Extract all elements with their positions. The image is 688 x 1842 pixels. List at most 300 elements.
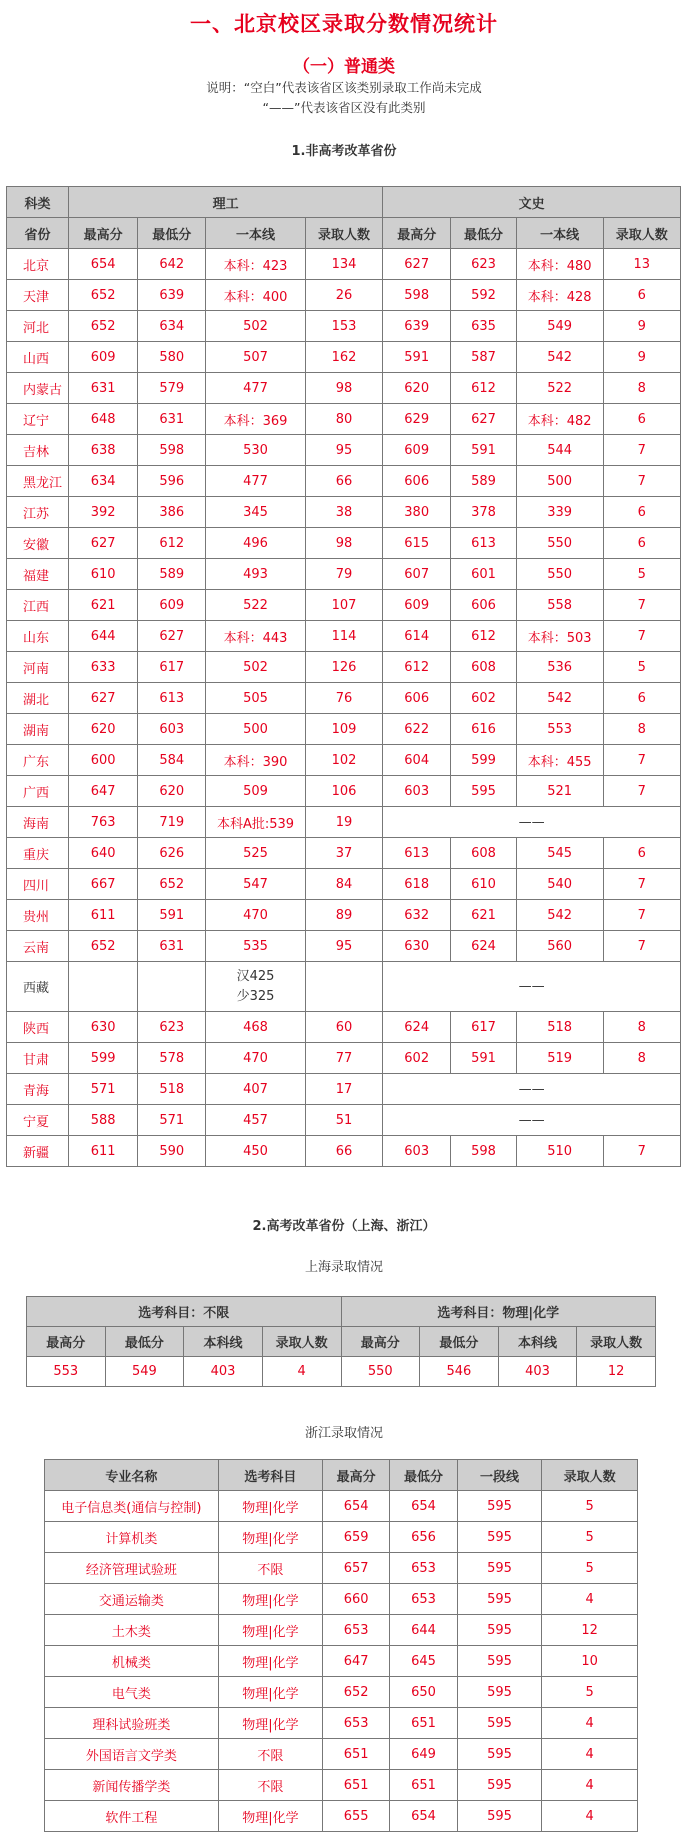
table-row [7, 404, 681, 435]
line-cell: 493 [206, 559, 306, 590]
line-cell: 本科：423 [206, 249, 306, 280]
header-min: 最低分 [451, 218, 517, 249]
count-cell: 7 [603, 900, 680, 931]
count-cell: 12 [542, 1615, 638, 1646]
score-cell: 621 [69, 590, 138, 621]
header-row-2 [27, 1327, 656, 1357]
empty-cell [69, 962, 138, 1012]
table-row [45, 1491, 638, 1522]
score-cell: 654 [390, 1491, 457, 1522]
line-cell: 540 [516, 869, 603, 900]
line-cell: 510 [516, 1136, 603, 1167]
line-cell: 468 [206, 1012, 306, 1043]
score-cell: 639 [138, 280, 206, 311]
count-cell: 95 [305, 435, 382, 466]
count-cell: 7 [603, 776, 680, 807]
score-cell: 621 [451, 900, 517, 931]
province-cell: 江苏 [7, 497, 69, 528]
header-row-1 [27, 1297, 656, 1327]
value-cell: 549 [105, 1357, 184, 1387]
count-cell: 98 [305, 528, 382, 559]
score-cell: 589 [138, 559, 206, 590]
table-row [7, 528, 681, 559]
line-cell: 521 [516, 776, 603, 807]
major-cell: 经济管理试验班 [45, 1553, 219, 1584]
table-row [7, 435, 681, 466]
score-cell: 592 [451, 280, 517, 311]
count-cell: 17 [305, 1074, 382, 1105]
score-cell: 638 [69, 435, 138, 466]
header-line: 一本线 [516, 218, 603, 249]
table-row [7, 838, 681, 869]
table-row [45, 1553, 638, 1584]
subject-cell: 不限 [218, 1739, 322, 1770]
count-cell: 7 [603, 931, 680, 962]
count-cell: 134 [305, 249, 382, 280]
header-shengfen: 省份 [7, 218, 69, 249]
table-row [7, 249, 681, 280]
count-cell: 5 [542, 1553, 638, 1584]
major-cell: 机械类 [45, 1646, 219, 1677]
score-cell: 595 [451, 776, 517, 807]
count-cell: 6 [603, 497, 680, 528]
table-row [7, 1136, 681, 1167]
table-row [7, 807, 681, 838]
count-cell: 106 [305, 776, 382, 807]
count-cell: 79 [305, 559, 382, 590]
score-cell: 624 [451, 931, 517, 962]
score-cell: 601 [451, 559, 517, 590]
score-cell: 648 [69, 404, 138, 435]
province-cell: 河北 [7, 311, 69, 342]
subject-cell: 物理|化学 [218, 1522, 322, 1553]
major-cell: 外国语言文学类 [45, 1739, 219, 1770]
score-cell: 633 [69, 652, 138, 683]
score-cell: 378 [451, 497, 517, 528]
line-cell: 450 [206, 1136, 306, 1167]
line-cell: 595 [457, 1553, 542, 1584]
line-shao: 少325 [236, 988, 275, 1004]
line-cell: 本科：428 [516, 280, 603, 311]
non-reform-table [6, 186, 681, 1167]
subject-cell: 物理|化学 [218, 1491, 322, 1522]
table-row [7, 652, 681, 683]
table-row [7, 931, 681, 962]
subject-cell: 不限 [218, 1553, 322, 1584]
count-cell: 84 [305, 869, 382, 900]
section1-heading: 1.非高考改革省份 [291, 144, 397, 159]
province-cell: 河南 [7, 652, 69, 683]
line-cell [206, 962, 306, 1012]
count-cell: 66 [305, 466, 382, 497]
score-cell: 630 [383, 931, 451, 962]
score-cell: 611 [69, 1136, 138, 1167]
score-cell: 598 [138, 435, 206, 466]
count-cell: 5 [542, 1491, 638, 1522]
line-cell: 本科：482 [516, 404, 603, 435]
table-row [7, 342, 681, 373]
province-cell: 海南 [7, 807, 69, 838]
table-row [7, 900, 681, 931]
score-cell: 380 [383, 497, 451, 528]
count-cell: 9 [603, 311, 680, 342]
score-cell: 609 [138, 590, 206, 621]
score-cell: 645 [390, 1646, 457, 1677]
province-cell: 青海 [7, 1074, 69, 1105]
score-cell: 610 [69, 559, 138, 590]
score-cell: 607 [383, 559, 451, 590]
count-cell: 162 [305, 342, 382, 373]
score-cell: 650 [390, 1677, 457, 1708]
line-cell: 544 [516, 435, 603, 466]
table-row [7, 373, 681, 404]
table-row [7, 311, 681, 342]
count-cell: 7 [603, 869, 680, 900]
score-cell: 590 [138, 1136, 206, 1167]
score-cell: 589 [451, 466, 517, 497]
score-cell: 642 [138, 249, 206, 280]
score-cell: 627 [69, 528, 138, 559]
score-cell: 629 [383, 404, 451, 435]
score-cell: 587 [451, 342, 517, 373]
header-max: 最高分 [383, 218, 451, 249]
score-cell: 596 [138, 466, 206, 497]
subject-cell: 物理|化学 [218, 1801, 322, 1832]
score-cell: 622 [383, 714, 451, 745]
count-cell: 7 [603, 1136, 680, 1167]
header-row-2 [7, 218, 681, 249]
line-cell: 477 [206, 373, 306, 404]
header-row-1 [7, 187, 681, 218]
count-cell: 8 [603, 714, 680, 745]
line-cell: 509 [206, 776, 306, 807]
score-cell: 651 [323, 1739, 390, 1770]
score-cell: 623 [451, 249, 517, 280]
count-cell: 19 [305, 807, 382, 838]
count-cell: 4 [542, 1801, 638, 1832]
major-cell: 理科试验班类 [45, 1708, 219, 1739]
count-cell: 153 [305, 311, 382, 342]
count-cell: 98 [305, 373, 382, 404]
table-row [7, 497, 681, 528]
major-cell: 电子信息类(通信与控制) [45, 1491, 219, 1522]
province-cell: 天津 [7, 280, 69, 311]
dash-cell: —— [383, 1074, 681, 1105]
count-cell: 7 [603, 435, 680, 466]
score-cell: 599 [451, 745, 517, 776]
section2-heading: 2.高考改革省份（上海、浙江） [252, 1219, 436, 1234]
table-row [7, 869, 681, 900]
score-cell: 616 [451, 714, 517, 745]
score-cell: 614 [383, 621, 451, 652]
score-cell: 634 [138, 311, 206, 342]
score-cell: 613 [383, 838, 451, 869]
score-cell: 627 [451, 404, 517, 435]
score-cell: 624 [383, 1012, 451, 1043]
page-title: 一、北京校区录取分数情况统计 [190, 12, 498, 36]
subject-cell: 物理|化学 [218, 1677, 322, 1708]
header-group-unlimited: 选考科目：不限 [27, 1297, 342, 1327]
shanghai-table [26, 1296, 656, 1387]
header-cell: 录取人数 [262, 1327, 341, 1357]
score-cell: 652 [323, 1677, 390, 1708]
province-cell: 山西 [7, 342, 69, 373]
score-cell: 647 [323, 1646, 390, 1677]
score-cell: 644 [69, 621, 138, 652]
header-group-physics-chem: 选考科目：物理|化学 [341, 1297, 656, 1327]
score-cell: 654 [69, 249, 138, 280]
score-cell: 627 [138, 621, 206, 652]
score-cell: 606 [451, 590, 517, 621]
page-subtitle: （一）普通类 [293, 57, 395, 77]
line-cell: 536 [516, 652, 603, 683]
score-cell: 611 [69, 900, 138, 931]
score-cell: 651 [390, 1770, 457, 1801]
header-cell: 最低分 [105, 1327, 184, 1357]
header-cell: 最低分 [390, 1460, 457, 1491]
line-cell: 407 [206, 1074, 306, 1105]
line-cell: 550 [516, 528, 603, 559]
score-cell: 652 [69, 931, 138, 962]
line-cell: 595 [457, 1646, 542, 1677]
score-cell: 603 [383, 776, 451, 807]
score-cell: 612 [451, 373, 517, 404]
line-cell: 595 [457, 1739, 542, 1770]
header-count: 录取人数 [603, 218, 680, 249]
count-cell: 107 [305, 590, 382, 621]
line-cell: 500 [206, 714, 306, 745]
line-cell: 507 [206, 342, 306, 373]
line-cell: 542 [516, 900, 603, 931]
count-cell: 7 [603, 621, 680, 652]
line-cell: 本科：443 [206, 621, 306, 652]
line-cell: 595 [457, 1677, 542, 1708]
line-cell: 本科A批:539 [206, 807, 306, 838]
table-row [45, 1770, 638, 1801]
table-row [7, 1043, 681, 1074]
count-cell: 37 [305, 838, 382, 869]
count-cell: 126 [305, 652, 382, 683]
count-cell: 5 [542, 1677, 638, 1708]
count-cell: 13 [603, 249, 680, 280]
count-cell: 8 [603, 373, 680, 404]
score-cell: 763 [69, 807, 138, 838]
table-row [45, 1522, 638, 1553]
line-cell: 457 [206, 1105, 306, 1136]
score-cell: 653 [323, 1708, 390, 1739]
score-cell: 588 [69, 1105, 138, 1136]
count-cell: 51 [305, 1105, 382, 1136]
score-cell: 386 [138, 497, 206, 528]
table-row [45, 1708, 638, 1739]
province-cell: 辽宁 [7, 404, 69, 435]
major-cell: 交通运输类 [45, 1584, 219, 1615]
line-cell: 595 [457, 1801, 542, 1832]
line-cell: 545 [516, 838, 603, 869]
score-cell: 599 [69, 1043, 138, 1074]
score-cell: 620 [383, 373, 451, 404]
header-cell: 最高分 [27, 1327, 106, 1357]
dash-cell: —— [383, 962, 681, 1012]
score-cell: 632 [383, 900, 451, 931]
line-cell: 本科：480 [516, 249, 603, 280]
line-cell: 595 [457, 1615, 542, 1646]
zhejiang-caption: 浙江录取情况 [304, 1426, 383, 1441]
province-cell: 内蒙古 [7, 373, 69, 404]
table-row [7, 559, 681, 590]
count-cell: 7 [603, 590, 680, 621]
subject-cell: 物理|化学 [218, 1615, 322, 1646]
score-cell: 660 [323, 1584, 390, 1615]
score-cell: 626 [138, 838, 206, 869]
score-cell: 615 [383, 528, 451, 559]
score-cell: 606 [383, 683, 451, 714]
score-cell: 602 [383, 1043, 451, 1074]
header-wenshi: 文史 [383, 187, 681, 218]
score-cell: 631 [69, 373, 138, 404]
province-cell: 陕西 [7, 1012, 69, 1043]
count-cell: 6 [603, 280, 680, 311]
header-cell: 一段线 [457, 1460, 542, 1491]
score-cell: 579 [138, 373, 206, 404]
line-cell: 477 [206, 466, 306, 497]
province-cell: 新疆 [7, 1136, 69, 1167]
score-cell: 609 [383, 435, 451, 466]
line-cell: 553 [516, 714, 603, 745]
score-cell: 630 [69, 1012, 138, 1043]
province-cell: 安徽 [7, 528, 69, 559]
score-cell: 606 [383, 466, 451, 497]
count-cell: 8 [603, 1012, 680, 1043]
province-cell: 福建 [7, 559, 69, 590]
value-cell: 550 [341, 1357, 420, 1387]
score-cell: 655 [323, 1801, 390, 1832]
line-cell: 本科：390 [206, 745, 306, 776]
count-cell: 4 [542, 1584, 638, 1615]
score-cell: 612 [138, 528, 206, 559]
line-cell: 本科：455 [516, 745, 603, 776]
table-row [45, 1739, 638, 1770]
value-cell: 546 [420, 1357, 499, 1387]
major-cell: 新闻传播学类 [45, 1770, 219, 1801]
line-cell: 500 [516, 466, 603, 497]
score-cell: 634 [69, 466, 138, 497]
table-row [7, 745, 681, 776]
score-cell: 653 [390, 1584, 457, 1615]
count-cell: 4 [542, 1708, 638, 1739]
score-cell: 603 [383, 1136, 451, 1167]
province-cell: 广西 [7, 776, 69, 807]
count-cell: 77 [305, 1043, 382, 1074]
line-cell: 339 [516, 497, 603, 528]
score-cell: 612 [451, 621, 517, 652]
score-cell: 578 [138, 1043, 206, 1074]
table-row [7, 280, 681, 311]
score-cell: 644 [390, 1615, 457, 1646]
count-cell: 5 [603, 652, 680, 683]
count-cell: 60 [305, 1012, 382, 1043]
score-cell: 617 [138, 652, 206, 683]
line-cell: 502 [206, 311, 306, 342]
line-cell: 525 [206, 838, 306, 869]
score-cell: 609 [69, 342, 138, 373]
table-row [7, 1012, 681, 1043]
score-cell: 610 [451, 869, 517, 900]
score-cell: 649 [390, 1739, 457, 1770]
major-cell: 计算机类 [45, 1522, 219, 1553]
count-cell: 5 [603, 559, 680, 590]
count-cell: 66 [305, 1136, 382, 1167]
header-row [45, 1460, 638, 1491]
table-row [45, 1677, 638, 1708]
score-cell: 591 [451, 435, 517, 466]
score-cell: 608 [451, 838, 517, 869]
header-max: 最高分 [69, 218, 138, 249]
score-cell: 654 [323, 1491, 390, 1522]
province-cell: 江西 [7, 590, 69, 621]
count-cell: 5 [542, 1522, 638, 1553]
province-cell: 西藏 [7, 962, 69, 1012]
line-cell: 519 [516, 1043, 603, 1074]
note-blank: 说明：“空白”代表该省区该类别录取工作尚未完成 [206, 80, 482, 95]
line-cell: 470 [206, 900, 306, 931]
header-cell: 录取人数 [577, 1327, 656, 1357]
count-cell: 10 [542, 1646, 638, 1677]
score-cell: 613 [138, 683, 206, 714]
table-row [45, 1615, 638, 1646]
province-cell: 甘肃 [7, 1043, 69, 1074]
score-cell: 584 [138, 745, 206, 776]
score-cell: 580 [138, 342, 206, 373]
line-cell: 542 [516, 342, 603, 373]
table-row [45, 1584, 638, 1615]
score-cell: 620 [138, 776, 206, 807]
province-cell: 吉林 [7, 435, 69, 466]
count-cell: 76 [305, 683, 382, 714]
line-cell: 505 [206, 683, 306, 714]
value-cell: 553 [27, 1357, 106, 1387]
province-cell: 湖北 [7, 683, 69, 714]
score-cell: 654 [390, 1801, 457, 1832]
score-cell: 640 [69, 838, 138, 869]
header-cell: 最低分 [420, 1327, 499, 1357]
score-cell: 627 [383, 249, 451, 280]
value-cell: 403 [498, 1357, 577, 1387]
line-cell: 595 [457, 1584, 542, 1615]
empty-cell [138, 962, 206, 1012]
header-cell: 本科线 [184, 1327, 263, 1357]
score-cell: 598 [451, 1136, 517, 1167]
table-row [7, 962, 681, 1012]
province-cell: 重庆 [7, 838, 69, 869]
count-cell: 4 [542, 1770, 638, 1801]
line-cell: 518 [516, 1012, 603, 1043]
line-cell: 549 [516, 311, 603, 342]
province-cell: 黑龙江 [7, 466, 69, 497]
score-cell: 719 [138, 807, 206, 838]
score-cell: 598 [383, 280, 451, 311]
score-cell: 652 [138, 869, 206, 900]
count-cell: 6 [603, 683, 680, 714]
count-cell: 95 [305, 931, 382, 962]
major-cell: 软件工程 [45, 1801, 219, 1832]
subject-cell: 物理|化学 [218, 1584, 322, 1615]
table-row [7, 590, 681, 621]
subject-cell: 物理|化学 [218, 1708, 322, 1739]
score-cell: 647 [69, 776, 138, 807]
province-cell: 广东 [7, 745, 69, 776]
line-cell: 470 [206, 1043, 306, 1074]
